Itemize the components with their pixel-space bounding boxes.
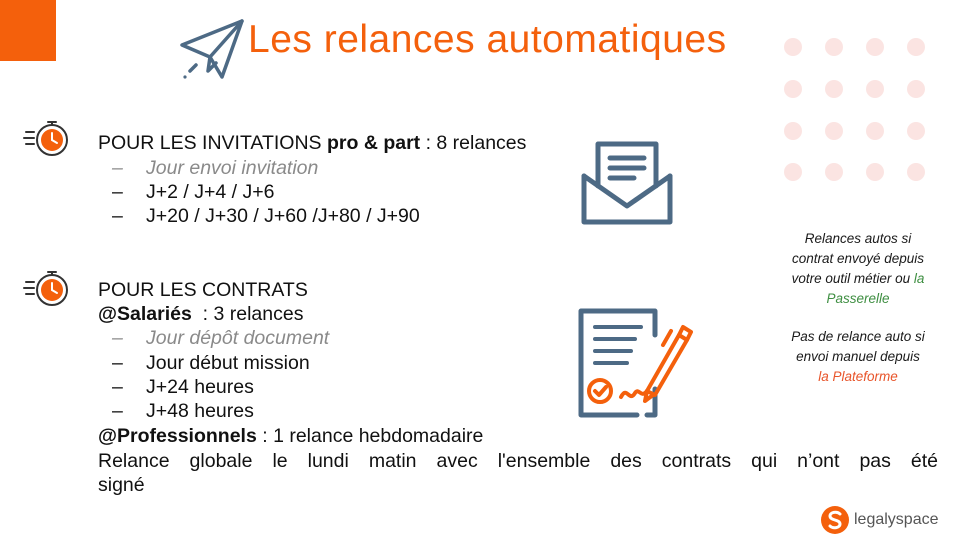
logo-text: legalyspace [854,511,939,528]
list-dash: – [112,327,123,349]
list-item: Jour envoi invitation [146,157,319,179]
list-dash: – [112,376,123,398]
list-dash: – [112,157,123,179]
list-dash: – [112,205,123,227]
global-relance-text-end: signé [98,474,145,496]
list-dash: – [112,352,123,374]
list-item: J+2 / J+4 / J+6 [146,181,275,203]
contract-pen-icon [575,305,693,421]
list-item: J+20 / J+30 / J+60 /J+80 / J+90 [146,205,420,227]
professionnels-heading: @Professionnels : 1 relance hebdomadaire [98,425,484,447]
list-item: J+48 heures [146,400,254,422]
envelope-icon [580,140,674,226]
paper-plane-icon [178,17,246,83]
list-dash: – [112,400,123,422]
legalyspace-logo [820,504,939,536]
page-title: Les relances automatiques [248,18,727,61]
side-note-manual: Pas de relance auto si envoi manuel depuis la Plateforme [791,329,925,384]
decorative-dots [784,38,934,188]
list-item: J+24 heures [146,376,254,398]
list-item: Jour début mission [146,352,310,374]
salaries-heading: @Salariés : 3 relances [98,303,304,325]
global-relance-text: Relance globale le lundi matin avec l'ensemble des contrats qui n’ont pas été [98,450,938,472]
legalyspace-logo-icon [820,505,850,535]
invitations-heading: POUR LES INVITATIONS pro & part : 8 relances [98,132,527,154]
list-dash: – [112,181,123,203]
side-note-auto: Relances autos si contrat envoyé depuis votre outil métier ou la Passerelle [791,231,925,306]
stopwatch-icon [22,116,70,160]
contracts-heading: POUR LES CONTRATS [98,279,308,301]
corner-accent-block [0,0,56,61]
stopwatch-icon [22,266,70,310]
list-item: Jour dépôt document [146,327,330,349]
